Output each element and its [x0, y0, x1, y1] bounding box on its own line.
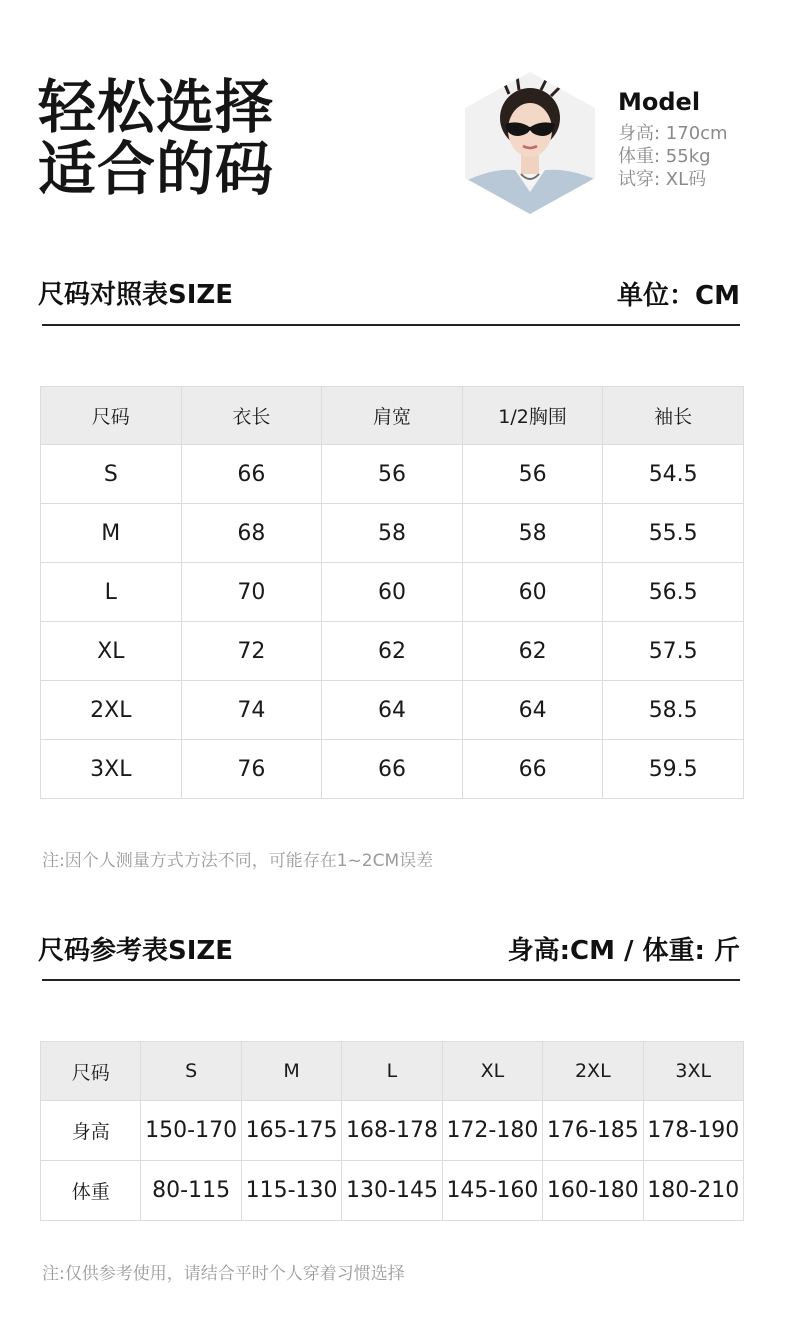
reference-chart-cell: 体重	[41, 1161, 141, 1221]
model-height: 身高: 170cm	[618, 123, 728, 144]
size-chart-title: 尺码对照表SIZE	[38, 280, 234, 310]
size-chart-cell: 64	[322, 681, 463, 740]
reference-chart-header-cell: S	[141, 1042, 241, 1101]
reference-chart-cell: 身高	[41, 1101, 141, 1161]
reference-chart-cell: 178-190	[643, 1101, 743, 1161]
reference-chart-cell: 168-178	[342, 1101, 442, 1161]
size-chart-note: 注:因个人测量方式方法不同，可能存在1~2CM误差	[42, 851, 434, 871]
reference-chart-cell: 165-175	[241, 1101, 341, 1161]
size-chart-cell: M	[41, 504, 182, 563]
reference-chart-header-cell: 尺码	[41, 1042, 141, 1101]
size-chart-cell: L	[41, 563, 182, 622]
model-info	[618, 88, 728, 191]
size-chart-cell: 56	[462, 445, 603, 504]
size-chart-header-cell: 1/2胸围	[462, 387, 603, 445]
size-chart-row	[41, 622, 744, 681]
reference-chart-unit: 身高:CM / 体重: 斤	[507, 936, 740, 966]
size-chart-cell: 66	[462, 740, 603, 799]
size-chart-cell: 70	[181, 563, 322, 622]
size-chart-header-cell: 肩宽	[322, 387, 463, 445]
size-chart-cell: 64	[462, 681, 603, 740]
reference-chart-cell: 80-115	[141, 1161, 241, 1221]
size-chart-row	[41, 681, 744, 740]
size-chart-header-cell: 尺码	[41, 387, 182, 445]
reference-chart-header-cell: XL	[442, 1042, 542, 1101]
size-chart-cell: 60	[322, 563, 463, 622]
reference-chart-cell: 176-185	[543, 1101, 643, 1161]
size-chart-cell: 58	[462, 504, 603, 563]
reference-chart-row	[41, 1161, 744, 1221]
size-chart-table	[40, 386, 744, 799]
model-name: Model	[618, 88, 701, 116]
size-chart-header-cell: 衣长	[181, 387, 322, 445]
size-chart-header-cell: 袖长	[603, 387, 744, 445]
reference-chart-cell: 130-145	[342, 1161, 442, 1221]
reference-chart-note: 注:仅供参考使用，请结合平时个人穿着习惯选择	[42, 1264, 405, 1284]
size-chart-cell: 56	[322, 445, 463, 504]
hero-title-line-2: 适合的码	[38, 135, 275, 203]
size-chart-cell: 58	[322, 504, 463, 563]
size-chart-cell: 66	[322, 740, 463, 799]
size-chart-cell: 62	[322, 622, 463, 681]
reference-chart-header-cell: 3XL	[643, 1042, 743, 1101]
reference-chart-cell: 180-210	[643, 1161, 743, 1221]
model-weight: 体重: 55kg	[618, 146, 711, 167]
size-chart-cell: XL	[41, 622, 182, 681]
size-chart-cell: 2XL	[41, 681, 182, 740]
size-chart-cell: 3XL	[41, 740, 182, 799]
reference-chart-cell: 172-180	[442, 1101, 542, 1161]
size-chart-cell: 74	[181, 681, 322, 740]
size-chart-row	[41, 563, 744, 622]
size-chart-unit: 单位：CM	[617, 281, 740, 311]
size-chart-cell: S	[41, 445, 182, 504]
reference-chart-row	[41, 1101, 744, 1161]
size-chart-cell: 68	[181, 504, 322, 563]
reference-chart-divider	[42, 979, 740, 981]
size-chart-cell: 62	[462, 622, 603, 681]
size-chart-divider	[42, 324, 740, 326]
hero-title-line-1: 轻松选择	[38, 73, 275, 141]
size-chart-cell: 72	[181, 622, 322, 681]
reference-chart-cell: 160-180	[543, 1161, 643, 1221]
reference-chart-cell: 145-160	[442, 1161, 542, 1221]
size-chart-cell: 60	[462, 563, 603, 622]
reference-chart-title: 尺码参考表SIZE	[38, 936, 234, 966]
model-size: 试穿: XL码	[618, 169, 707, 190]
size-chart-cell: 55.5	[603, 504, 744, 563]
size-chart-cell: 54.5	[603, 445, 744, 504]
size-chart-cell: 59.5	[603, 740, 744, 799]
reference-chart-cell: 115-130	[241, 1161, 341, 1221]
size-chart-cell: 57.5	[603, 622, 744, 681]
size-chart-row	[41, 504, 744, 563]
model-portrait-icon	[463, 70, 597, 216]
reference-chart-header-cell: 2XL	[543, 1042, 643, 1101]
size-chart-row	[41, 740, 744, 799]
size-chart-cell: 66	[181, 445, 322, 504]
hero-title	[38, 73, 275, 203]
reference-chart-cell: 150-170	[141, 1101, 241, 1161]
reference-chart-table	[40, 1041, 744, 1221]
reference-chart-header-cell: L	[342, 1042, 442, 1101]
reference-chart-header-row	[41, 1042, 744, 1101]
reference-chart-header-cell: M	[241, 1042, 341, 1101]
size-chart-cell: 58.5	[603, 681, 744, 740]
size-chart-header-row	[41, 387, 744, 445]
size-chart-cell: 56.5	[603, 563, 744, 622]
size-chart-row	[41, 445, 744, 504]
size-chart-cell: 76	[181, 740, 322, 799]
